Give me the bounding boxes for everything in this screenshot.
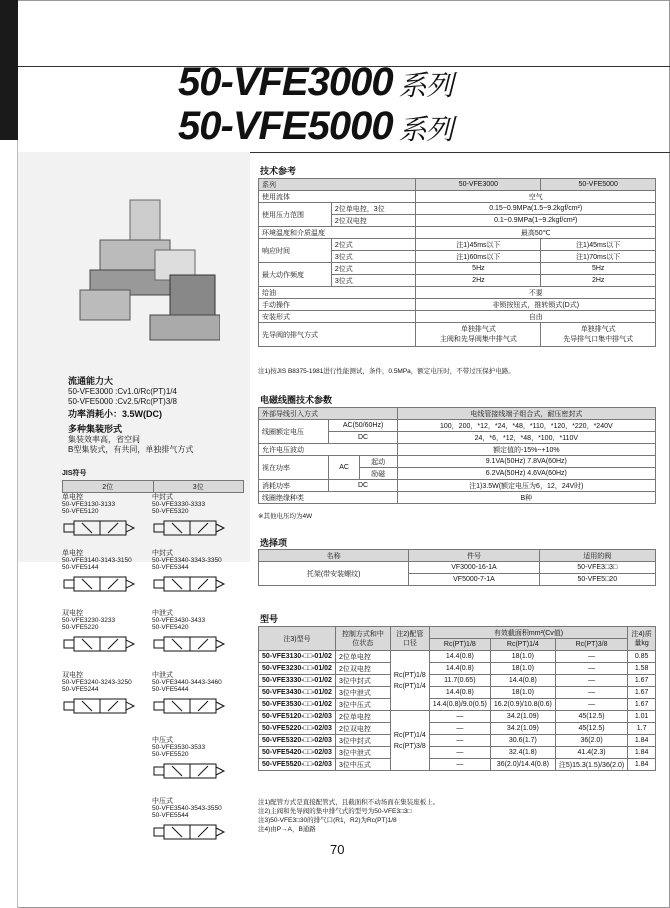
flow-title: 流通能力大 xyxy=(68,376,114,386)
jis-symbol-3: 中封式 50-VFE3340-3343-3350 50-VFE5344 xyxy=(152,550,232,597)
model-row: 50-VFE3130-□□-01/02 2位单电控 Rc(PT)1/8 Rc(PT)1/4 14.4(0.8) 18(1.0) — 0.85 xyxy=(259,651,656,663)
power-spec: 功率消耗小：3.5W(DC) xyxy=(68,409,162,419)
model-row: 50-VFE3430-□□-01/02 3位中泄式 14.4(0.8) 18(1.0) — 1.67 xyxy=(259,687,656,699)
jis-symbol-7: 中泄式 50-VFE3440-3443-3460 50-VFE5444 xyxy=(152,672,232,719)
valve-symbol-icon xyxy=(62,515,142,541)
model-row: 50-VFE5120-□□-02/03 2位单电控 Rc(PT)1/4 Rc(PT)3/8 — 34.2(1.09) 45(12.5) 1.01 xyxy=(259,711,656,723)
model-row: 50-VFE5420-□□-02/03 3位中泄式 — 32.4(1.8) 41.4(2.3) 1.84 xyxy=(259,747,656,759)
valve-symbol-icon xyxy=(152,693,232,719)
jis-header xyxy=(62,480,244,493)
jis-symbol-2: 单电控 50-VFE3140-3143-3150 50-VFE5144 xyxy=(62,550,142,597)
valve-symbol-icon xyxy=(152,631,232,657)
jis-title: JIS符号 xyxy=(62,470,87,477)
series-title-1: 50-VFE3000 系列 xyxy=(178,60,453,104)
model-row: 50-VFE5220-□□-02/03 2位双电控 — 34.2(1.09) 45(12.5) 1.7 xyxy=(259,723,656,735)
coil-note: ※其他电压均为4W xyxy=(258,513,313,520)
model-row: 50-VFE5520-□□-02/03 3位中压式 — 36(2.0)/14.4(0.8) 注5)15.3(1.5)/36(2.0) 1.84 xyxy=(259,759,656,771)
jis-symbol-6: 双电控 50-VFE3240-3243-3250 50-VFE5244 xyxy=(62,672,142,719)
model-note: 注3)50-VFE3□30的排气口(R1，R2)为Rc(PT)1/8 xyxy=(258,817,397,824)
coil-table: 外部导线引入方式 电线管接线端子组合式，耐压密封式 线圈额定电压 AC(50/60Hz) 100，200，*12，*24，*48，*110，*120，*220，*240V DC 24，*6，*12，*48，*100，*110V 允许电压波动 额定值的-15%~+10% 视在功率 AC 起动 9.1VA(50Hz) 7.8VA(60Hz) 励磁 6.2VA(50Hz) 4.6VA(60Hz) 消耗功率 DC 注1)3.5W(额定电压为6，12，24V时) 线圈绝缘种类 B种 xyxy=(258,407,656,504)
model-title: 型号 xyxy=(260,614,279,624)
flow-spec-1: 50-VFE3000 :Cv1.0/Rc(PT)1/4 xyxy=(68,387,177,396)
model-row: 50-VFE3330-□□-01/02 3位中封式 11.7(0.65) 14.4(0.8) — 1.67 xyxy=(259,675,656,687)
model-note: 注1)配管方式是直接配管式，且截面积不动场面在集装座板上。 xyxy=(258,799,440,806)
manifold-spec-1: 集装效率高，省空间 xyxy=(68,435,140,444)
series-title-2: 50-VFE5000 系列 xyxy=(178,104,453,148)
jis-symbol-8: 中压式 50-VFE3530-3533 50-VFE5520 xyxy=(152,737,232,784)
jis-symbol-9: 中压式 50-VFE3540-3543-3550 50-VFE5544 xyxy=(152,798,232,845)
valve-symbol-icon xyxy=(152,515,232,541)
flow-spec-2: 50-VFE5000 :Cv2.5/Rc(PT)3/8 xyxy=(68,397,177,406)
coil-title: 电磁线圈技术参数 xyxy=(260,395,333,405)
jis-col-3: 3位 xyxy=(153,481,244,493)
manifold-title: 多种集装形式 xyxy=(68,424,123,434)
jis-symbol-1: 中封式 50-VFE3330-3333 50-VFE5320 xyxy=(152,494,232,541)
option-title: 选择项 xyxy=(260,538,288,548)
option-table: 名称 件号 适用的阀 托架(带安装螺纹) VF3000-16-1A 50-VFE3□3□ VF5000-7-1A 50-VFE5□20 xyxy=(258,549,656,586)
manifold-spec-2: B型集装式，有共同，单独排气方式 xyxy=(68,445,194,454)
jis-symbol-4: 双电控 50-VFE3230-3233 50-VFE5220 xyxy=(62,610,142,657)
model-row: 50-VFE5320-□□-02/03 3位中封式 — 30.6(1.7) 36(2.0) 1.84 xyxy=(259,735,656,747)
valve-photo xyxy=(60,180,220,360)
tech-title: 技术参考 xyxy=(260,166,297,176)
valve-symbol-icon xyxy=(62,571,142,597)
model-row: 50-VFE3230-□□-01/02 2位双电控 14.4(0.8) 18(1.0) — 1.58 xyxy=(259,663,656,675)
jis-symbol-0: 单电控 50-VFE3130-3133 50-VFE5120 xyxy=(62,494,142,541)
valve-symbol-icon xyxy=(62,631,142,657)
left-margin xyxy=(0,140,18,908)
tech-note: 注1)按JIS B8375-1981进行性能测试，条件，0.5MPa，额定电压时，不带过压保护电路。 xyxy=(258,368,515,375)
tech-table: 系列 50-VFE3000 50-VFE5000 使用流体 空气 使用压力范围 2位单电控，3位 0.15~0.9MPa(1.5~9.2kgf/cm²) 2位双电控 0.1~0.9MPa(1~9.2kgf/cm²) 环境温度和介质温度 最高50℃ 响应时间 2位式 注1)45ms以下 注1)45ms以下 3位式 注1)60ms以下 注1)70ms以下 最大动作频度 2位式 5Hz 5Hz 3位式 2Hz 2Hz 给油 不要 手动操作 非锁按钮式，推转锁式(D式) 安装形式 自由 先导阀的排气方式 单独排气式 主阀和先导阀集中排气式 单独排气式 先导排气口集中排气式 xyxy=(258,178,656,347)
model-table: 注3)型号 控制方式和中位状态 注2)配管口径 有效截面积mm²(Cv值) 注4)质量kg Rc(PT)1/8 Rc(PT)1/4 Rc(PT)3/8 50-VFE3130-□□-01/02 2位单电控 Rc(PT)1/8 Rc(PT)1/4 14.4(0.8) 18(1.0) — 0.85 50-VFE3230-□□-01/02 2位双电控 14.4(0.8) 18(1.0) — 1.58 50-VFE3330-□□-01/02 3位中封式 11.7(0.65) 14.4(0.8) — 1.67 50-VFE3430-□□-01/02 3位中泄式 14.4(0.8) 18(1.0) — 1.67 50-VFE3530-□□-01/02 3位中压式 14.4(0.8)/9.0(0.5) 16.2(0.9)/10.8(0.6) — 1.67 50-VFE5120-□□-02/03 2位单电控 Rc(PT)1/4 Rc(PT)3/8 — 34.2(1.09) 45(12.5) 1.01 50-VFE5220-□□-02/03 2位双电控 — 34.2(1.09) 45(12.5) 1.7 50-VFE5320-□□-02/03 3位中封式 — 30.6(1.7) 36(2.0) 1.84 50-VFE5420-□□-02/03 3位中泄式 — 32.4(1.8) 41.4(2.3) 1.84 50-VFE5520-□□-02/03 3位中压式 — 36(2.0)/14.4(0.8) 注5)15.3(1.5)/36(2.0) 1.84 xyxy=(258,626,656,771)
jis-col-2: 2位 xyxy=(63,481,154,493)
model-row: 50-VFE3530-□□-01/02 3位中压式 14.4(0.8)/9.0(0.5) 16.2(0.9)/10.8(0.6) — 1.67 xyxy=(259,699,656,711)
jis-symbol-5: 中泄式 50-VFE3430-3433 50-VFE5420 xyxy=(152,610,232,657)
model-note: 注4)由P→A，B通路 xyxy=(258,826,316,833)
valve-symbol-icon xyxy=(62,693,142,719)
valve-symbol-icon xyxy=(152,571,232,597)
corner-block xyxy=(0,0,18,140)
model-note: 注2)主阀和先导阀的集中排气式的型号为50-VFE3□3□ xyxy=(258,808,412,815)
valve-symbol-icon xyxy=(152,819,232,845)
valve-symbol-icon xyxy=(152,758,232,784)
page-number: 70 xyxy=(330,842,345,857)
